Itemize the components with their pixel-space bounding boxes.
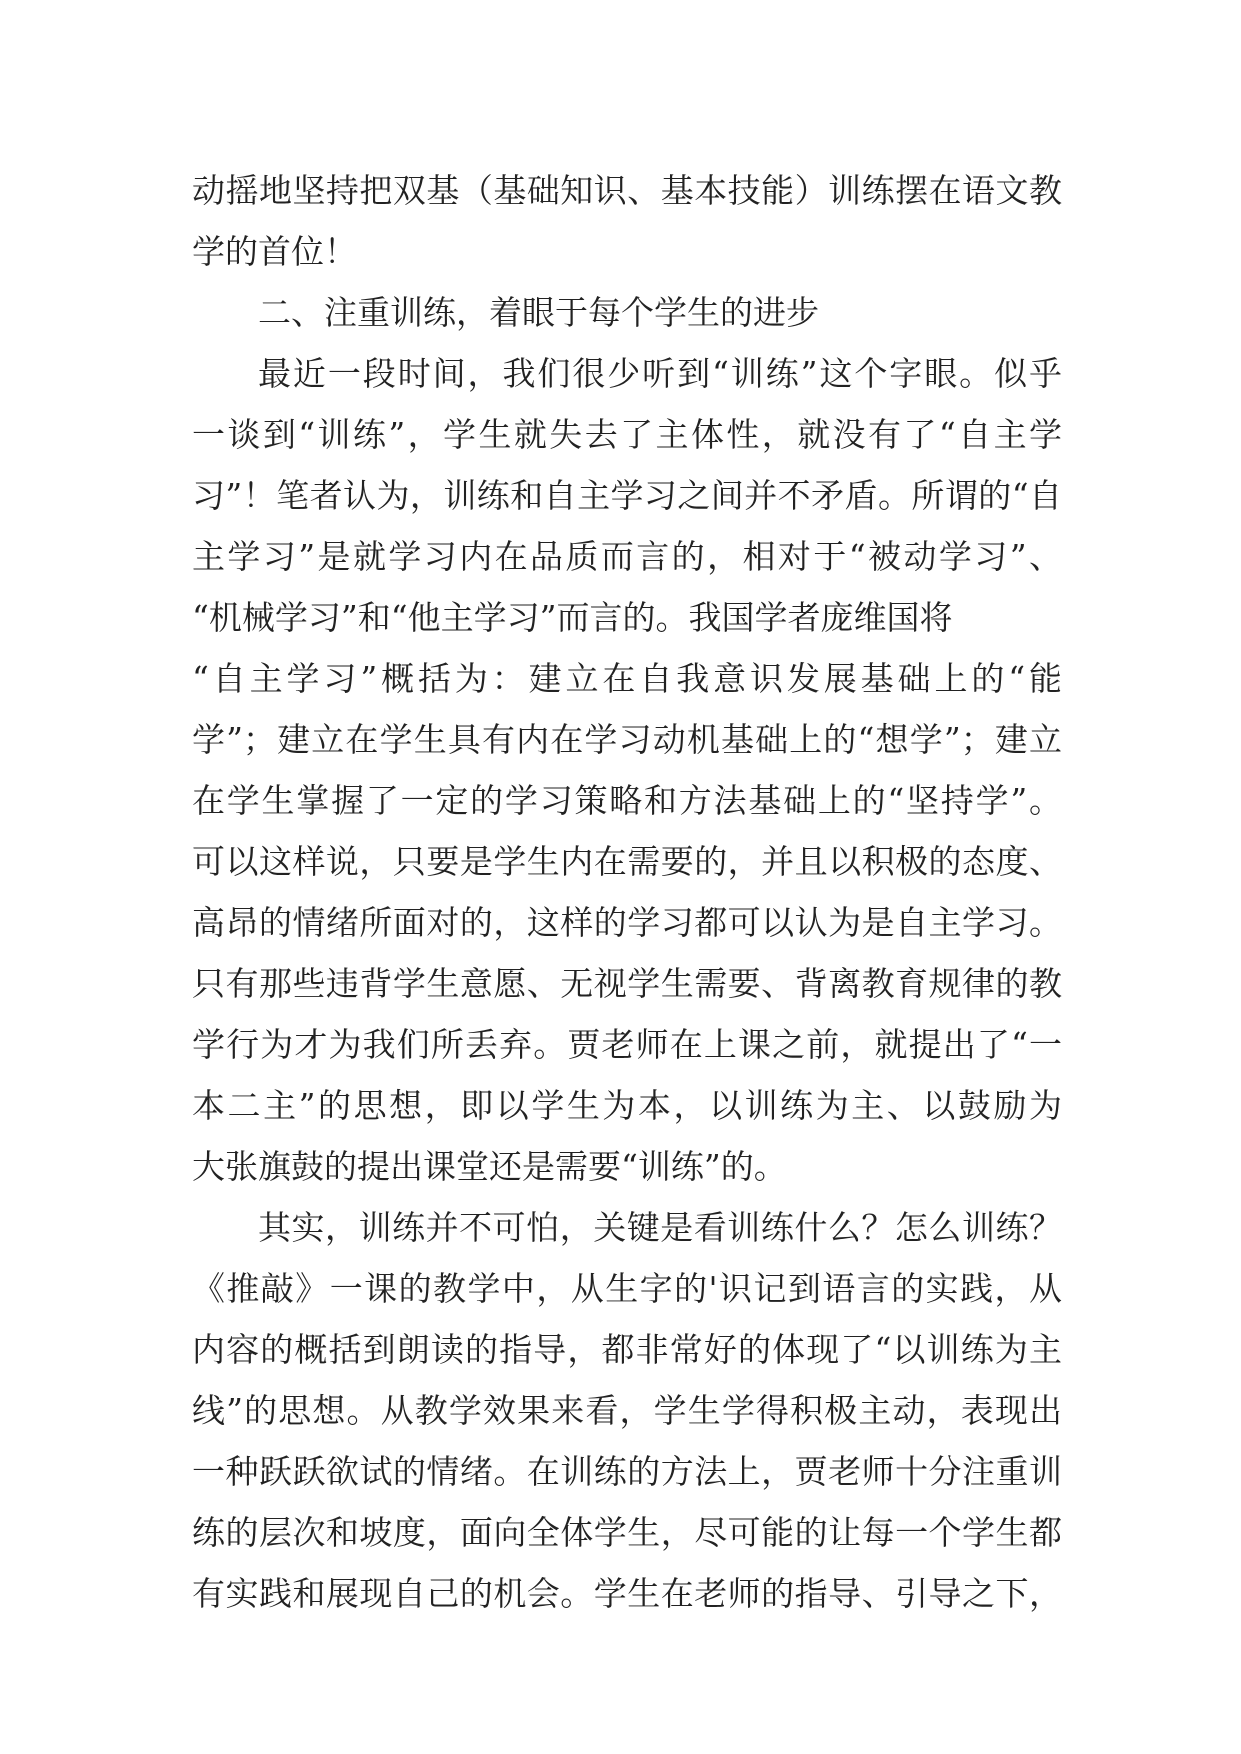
text-line: 一谈到“训练”，学生就失去了主体性，就没有了“自主学 bbox=[192, 415, 1062, 454]
text-line: 《推敲》一课的教学中，从生字的'识记到语言的实践，从 bbox=[192, 1269, 1062, 1308]
text-line: 习”！笔者认为，训练和自主学习之间并不矛盾。所谓的“自 bbox=[192, 476, 1062, 515]
text-line: 学行为才为我们所丢弃。贾老师在上课之前，就提出了“一 bbox=[192, 1025, 1062, 1064]
text-line: 大张旗鼓的提出课堂还是需要“训练”的。 bbox=[192, 1147, 787, 1186]
text-line: 一种跃跃欲试的情绪。在训练的方法上，贾老师十分注重训 bbox=[192, 1452, 1062, 1491]
text-line: 二、注重训练，着眼于每个学生的进步 bbox=[258, 293, 819, 332]
text-line: 练的层次和坡度，面向全体学生，尽可能的让每一个学生都 bbox=[192, 1513, 1062, 1552]
text-line: 有实践和展现自己的机会。学生在老师的指导、引导之下， bbox=[192, 1574, 1062, 1613]
text-line: 在学生掌握了一定的学习策略和方法基础上的“坚持学”。 bbox=[192, 781, 1062, 820]
text-line: 本二主”的思想，即以学生为本，以训练为主、以鼓励为 bbox=[192, 1086, 1062, 1125]
text-line: 线”的思想。从教学效果来看，学生学得积极主动，表现出 bbox=[192, 1391, 1062, 1430]
text-line: 主学习”是就学习内在品质而言的，相对于“被动学习”、 bbox=[192, 537, 1062, 576]
text-line: 高昂的情绪所面对的，这样的学习都可以认为是自主学习。 bbox=[192, 903, 1062, 942]
text-line: 可以这样说，只要是学生内在需要的，并且以积极的态度、 bbox=[192, 842, 1062, 881]
text-line: 内容的概括到朗读的指导，都非常好的体现了“以训练为主 bbox=[192, 1330, 1062, 1369]
text-line: 其实，训练并不可怕，关键是看训练什么？怎么训练？ bbox=[258, 1208, 1062, 1247]
text-line: “自主学习”概括为：建立在自我意识发展基础上的“能 bbox=[192, 659, 1062, 698]
text-line: 只有那些违背学生意愿、无视学生需要、背离教育规律的教 bbox=[192, 964, 1062, 1003]
text-line: 最近一段时间，我们很少听到“训练”这个字眼。似乎 bbox=[258, 354, 1062, 393]
text-line: “机械学习”和“他主学习”而言的。我国学者庞维国将 bbox=[192, 598, 953, 637]
text-line: 学的首位！ bbox=[192, 232, 357, 271]
body-text bbox=[192, 160, 1062, 1624]
text-line: 动摇地坚持把双基（基础知识、基本技能）训练摆在语文教 bbox=[192, 171, 1062, 210]
text-line: 学”；建立在学生具有内在学习动机基础上的“想学”；建立 bbox=[192, 720, 1062, 759]
